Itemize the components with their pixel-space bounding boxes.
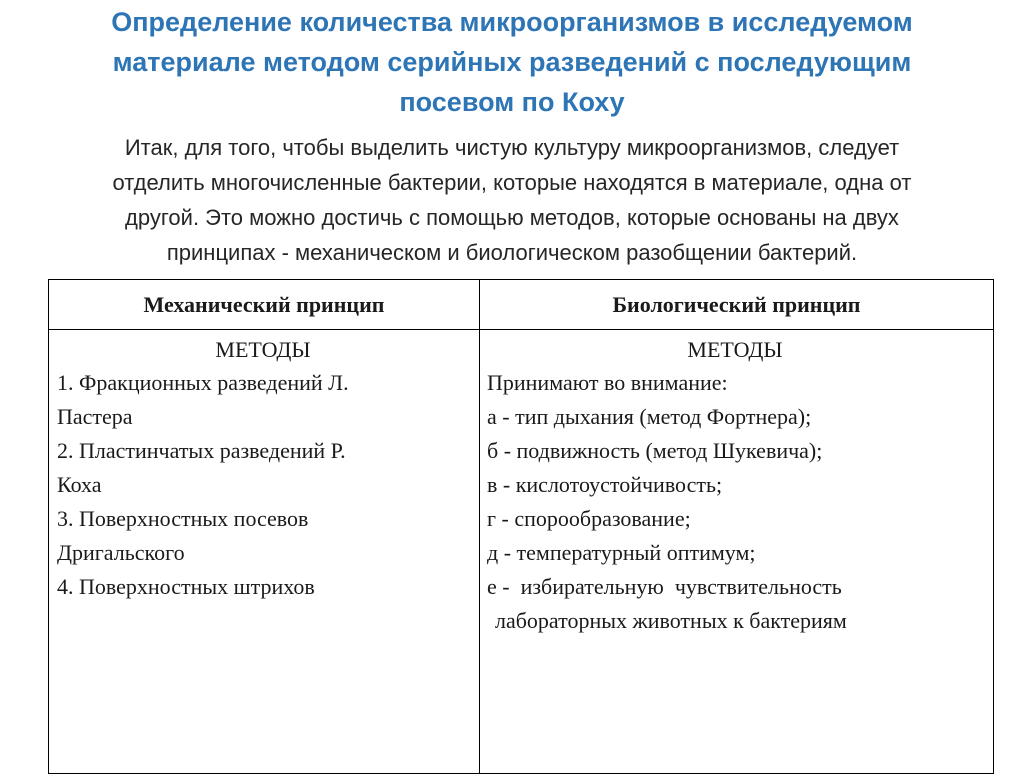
slide-title-line: Определение количества микроорганизмов в исследуемом xyxy=(111,7,913,37)
table-row xyxy=(49,330,994,774)
method-line: Коха xyxy=(57,472,102,497)
table-header-row xyxy=(49,280,994,330)
method-line: д - температурный оптимум; xyxy=(487,540,756,565)
method-line: б - подвижность (метод Шукевича); xyxy=(487,438,823,463)
method-line: Дригальского xyxy=(57,540,185,565)
method-line: 3. Поверхностных посевов xyxy=(57,506,309,531)
mechanical-methods-cell xyxy=(49,330,480,774)
intro-line: другой. Это можно достичь с помощью методов, которые основаны на двух xyxy=(125,205,899,230)
header-mechanical-principle: Механический принцип xyxy=(49,280,480,330)
intro-paragraph xyxy=(30,130,994,270)
methods-heading: МЕТОДЫ xyxy=(215,337,311,362)
intro-line: отделить многочисленные бактерии, которые находятся в материале, одна от xyxy=(112,170,912,195)
slide-title xyxy=(40,2,984,122)
principles-table xyxy=(48,279,994,774)
header-biological-principle: Биологический принцип xyxy=(480,280,994,330)
method-line: а - тип дыхания (метод Фортнера); xyxy=(487,404,812,429)
biological-methods-cell xyxy=(480,330,994,774)
method-line: Пастера xyxy=(57,404,133,429)
method-line: 1. Фракционных разведений Л. xyxy=(57,370,349,395)
slide-title-line: посевом по Коху xyxy=(399,87,625,117)
method-line: 2. Пластинчатых разведений Р. xyxy=(57,438,346,463)
intro-line: принципах - механическом и биологическом разобщении бактерий. xyxy=(166,240,858,265)
method-line: 4. Поверхностных штрихов xyxy=(57,574,315,599)
methods-heading: МЕТОДЫ xyxy=(687,337,783,362)
method-line: лабораторных животных к бактериям xyxy=(495,608,847,633)
method-line: Принимают во внимание: xyxy=(487,370,728,395)
method-line: е - избирательную чувствительность xyxy=(487,574,842,599)
method-line: г - спорообразование; xyxy=(487,506,691,531)
slide-title-line: материале методом серийных разведений с последующим xyxy=(112,47,912,77)
method-line: в - кислотоустойчивость; xyxy=(487,472,723,497)
intro-line: Итак, для того, чтобы выделить чистую культуру микроорганизмов, следует xyxy=(124,135,900,160)
